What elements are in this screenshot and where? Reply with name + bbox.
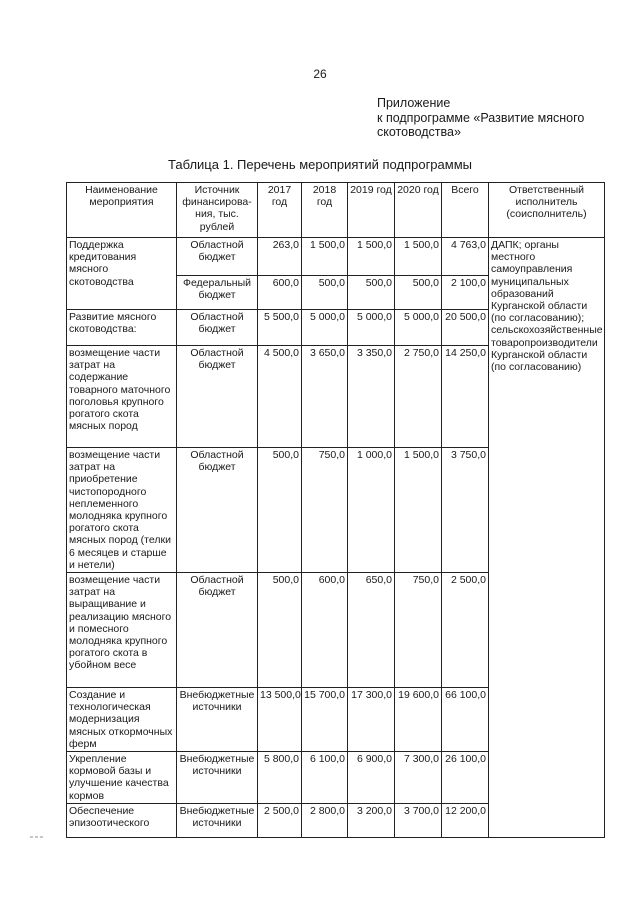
row-2017: 5 800,0 [258, 752, 302, 804]
header-name: Наименование мероприятия [67, 183, 177, 238]
row-2019: 650,0 [348, 573, 395, 688]
header-2020: 2020 год [395, 183, 442, 238]
row-total: 3 750,0 [442, 448, 489, 573]
row-2019: 17 300,0 [348, 688, 395, 752]
row-total: 12 200,0 [442, 804, 489, 838]
row-source: Областной бюджет [177, 573, 258, 688]
row-2018: 750,0 [302, 448, 348, 573]
row-total: 14 250,0 [442, 346, 489, 448]
row-2018: 1 500,0 [302, 238, 348, 276]
row-name: Поддержка кредитования мясного скотоводства [67, 238, 177, 310]
row-2017: 500,0 [258, 448, 302, 573]
header-total: Всего [442, 183, 489, 238]
row-2018: 600,0 [302, 573, 348, 688]
table-title: Таблица 1. Перечень мероприятий подпрограммы [168, 157, 472, 172]
row-2019: 3 350,0 [348, 346, 395, 448]
row-2020: 3 700,0 [395, 804, 442, 838]
row-total: 26 100,0 [442, 752, 489, 804]
row-name: Развитие мясного скотоводства: [67, 310, 177, 346]
row-2018: 500,0 [302, 276, 348, 310]
row-total: 2 100,0 [442, 276, 489, 310]
row-2017: 5 500,0 [258, 310, 302, 346]
header-source: Источник финансирова-ния, тыс. рублей [177, 183, 258, 238]
row-2019: 1 500,0 [348, 238, 395, 276]
header-2017: 2017 год [258, 183, 302, 238]
row-total: 2 500,0 [442, 573, 489, 688]
row-2017: 600,0 [258, 276, 302, 310]
row-2020: 1 500,0 [395, 448, 442, 573]
row-name: возмещение части затрат на выращивание и реализацию мясного и помесного молодняка крупного рогатого скота в убойном весе [67, 573, 177, 688]
row-name: Укрепление кормовой базы и улучшение качества кормов [67, 752, 177, 804]
appendix-heading [377, 96, 584, 140]
row-2020: 500,0 [395, 276, 442, 310]
row-2020: 5 000,0 [395, 310, 442, 346]
row-2020: 750,0 [395, 573, 442, 688]
row-name: возмещение части затрат на приобретение чистопородного неплеменного молодняка крупного рогатого скота мясных пород (телки 6 месяцев и старше и нетели) [67, 448, 177, 573]
table-row [67, 238, 605, 276]
row-2018: 5 000,0 [302, 310, 348, 346]
appendix-line-1: Приложение [377, 96, 451, 110]
row-2017: 13 500,0 [258, 688, 302, 752]
row-source: Внебюджетные источники [177, 752, 258, 804]
page-number: 26 [313, 67, 327, 81]
row-2019: 6 900,0 [348, 752, 395, 804]
row-2017: 4 500,0 [258, 346, 302, 448]
scan-artifact [30, 825, 54, 827]
responsible-executor: ДАПК; органы местного самоуправления муниципальных образований Курганской области (по согласованию); сельскохозяйственные товаропроизводители Курганской области (по согласованию) [489, 238, 605, 838]
row-2019: 5 000,0 [348, 310, 395, 346]
row-2020: 19 600,0 [395, 688, 442, 752]
row-2017: 263,0 [258, 238, 302, 276]
row-2020: 2 750,0 [395, 346, 442, 448]
row-2018: 2 800,0 [302, 804, 348, 838]
row-2019: 3 200,0 [348, 804, 395, 838]
measures-table [66, 182, 605, 838]
header-responsible: Ответственный исполнитель (соисполнитель) [489, 183, 605, 238]
row-source: Областной бюджет [177, 346, 258, 448]
row-source: Областной бюджет [177, 238, 258, 276]
row-total: 4 763,0 [442, 238, 489, 276]
appendix-line-2: к подпрограмме «Развитие мясного [377, 110, 585, 125]
row-name: Создание и технологическая модернизация мясных откормочных ферм [67, 688, 177, 752]
header-2018: 2018 год [302, 183, 348, 238]
row-2018: 6 100,0 [302, 752, 348, 804]
row-2018: 3 650,0 [302, 346, 348, 448]
row-source: Внебюджетные источники [177, 804, 258, 838]
row-2018: 15 700,0 [302, 688, 348, 752]
row-2017: 2 500,0 [258, 804, 302, 838]
row-total: 66 100,0 [442, 688, 489, 752]
row-total: 20 500,0 [442, 310, 489, 346]
row-2020: 1 500,0 [395, 238, 442, 276]
row-source: Внебюджетные источники [177, 688, 258, 752]
row-name: возмещение части затрат на содержание товарного маточного поголовья крупного рогатого скота мясных пород [67, 346, 177, 448]
table-header-row [67, 183, 605, 238]
row-2019: 500,0 [348, 276, 395, 310]
row-2019: 1 000,0 [348, 448, 395, 573]
row-name: Обеспечение эпизоотического [67, 804, 177, 838]
row-2020: 7 300,0 [395, 752, 442, 804]
row-source: Областной бюджет [177, 448, 258, 573]
appendix-line-3: скотоводства» [377, 125, 461, 139]
header-2019: 2019 год [348, 183, 395, 238]
row-2017: 500,0 [258, 573, 302, 688]
row-source: Областной бюджет [177, 310, 258, 346]
row-source: Федеральный бюджет [177, 276, 258, 310]
